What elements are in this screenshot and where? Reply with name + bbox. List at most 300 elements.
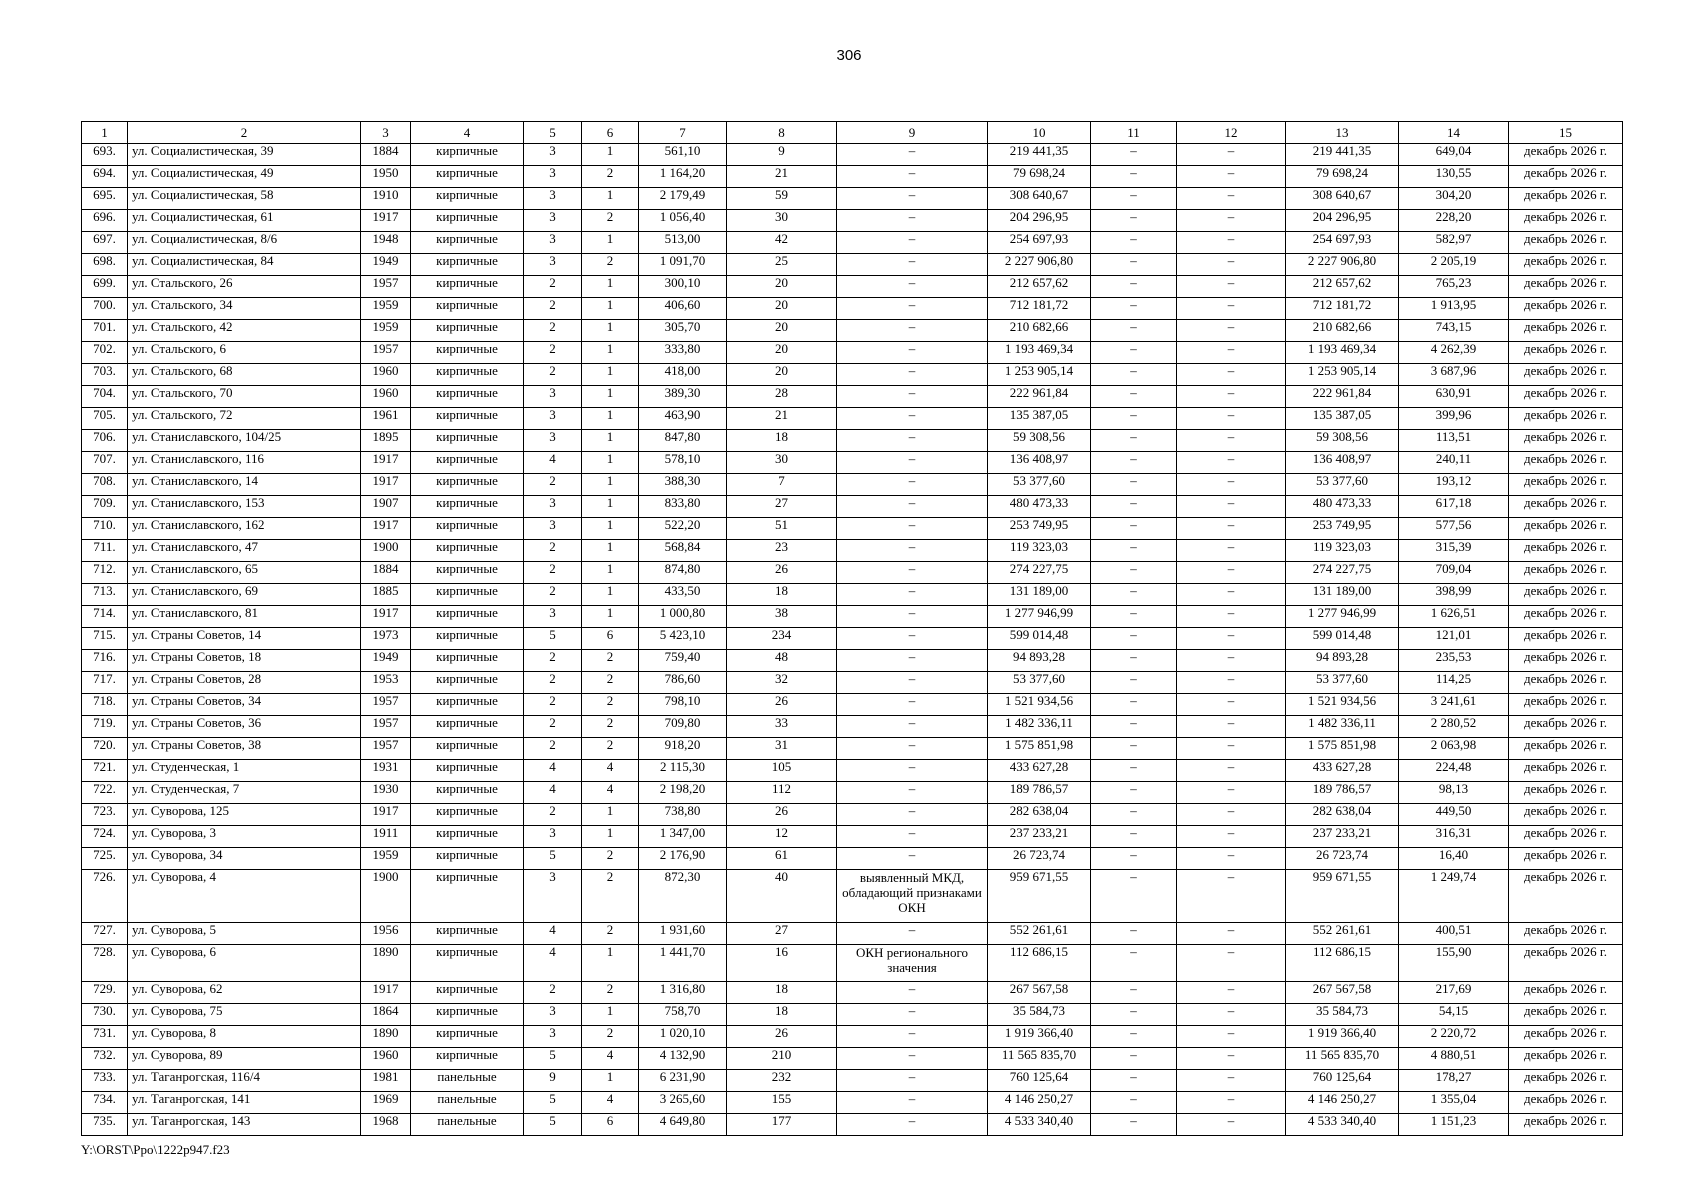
- table-row: [82, 650, 1623, 672]
- col-11-cell: –: [1091, 342, 1177, 364]
- total-area-cell: 872,30: [639, 870, 727, 923]
- wall-material-cell: кирпичные: [411, 848, 524, 870]
- entrances-cell: 4: [582, 782, 639, 804]
- heritage-status-cell: –: [837, 540, 988, 562]
- cost-13-cell: 1 193 469,34: [1286, 342, 1399, 364]
- cost-13-cell: 210 682,66: [1286, 320, 1399, 342]
- column-number-header: 14: [1399, 122, 1509, 144]
- entrances-cell: 4: [582, 1048, 639, 1070]
- col-12-cell: –: [1177, 945, 1286, 982]
- heritage-status-cell: –: [837, 232, 988, 254]
- row-number-cell: 701.: [82, 320, 128, 342]
- col-12-cell: –: [1177, 254, 1286, 276]
- wall-material-cell: кирпичные: [411, 210, 524, 232]
- col-11-cell: –: [1091, 452, 1177, 474]
- entrances-cell: 2: [582, 254, 639, 276]
- address-cell: ул. Станиславского, 104/25: [128, 430, 361, 452]
- year-built-cell: 1917: [361, 982, 411, 1004]
- completion-date-cell: декабрь 2026 г.: [1509, 923, 1623, 945]
- total-cost-cell: 1 919 366,40: [988, 1026, 1091, 1048]
- heritage-status-cell: –: [837, 342, 988, 364]
- cost-per-sqm-cell: 449,50: [1399, 804, 1509, 826]
- row-number-cell: 699.: [82, 276, 128, 298]
- total-cost-cell: 2 227 906,80: [988, 254, 1091, 276]
- year-built-cell: 1895: [361, 430, 411, 452]
- column-number-header: 15: [1509, 122, 1623, 144]
- cost-13-cell: 253 749,95: [1286, 518, 1399, 540]
- entrances-cell: 1: [582, 144, 639, 166]
- heritage-status-cell: –: [837, 606, 988, 628]
- col-12-cell: –: [1177, 982, 1286, 1004]
- completion-date-cell: декабрь 2026 г.: [1509, 650, 1623, 672]
- total-cost-cell: 308 640,67: [988, 188, 1091, 210]
- total-area-cell: 2 198,20: [639, 782, 727, 804]
- cost-per-sqm-cell: 743,15: [1399, 320, 1509, 342]
- floors-cell: 5: [524, 628, 582, 650]
- heritage-status-cell: –: [837, 298, 988, 320]
- col-12-cell: –: [1177, 606, 1286, 628]
- heritage-status-cell: –: [837, 694, 988, 716]
- floors-cell: 2: [524, 738, 582, 760]
- cost-per-sqm-cell: 577,56: [1399, 518, 1509, 540]
- entrances-cell: 1: [582, 320, 639, 342]
- heritage-status-cell: –: [837, 408, 988, 430]
- entrances-cell: 1: [582, 276, 639, 298]
- row-number-cell: 713.: [82, 584, 128, 606]
- col-12-cell: –: [1177, 923, 1286, 945]
- row-number-cell: 731.: [82, 1026, 128, 1048]
- cost-per-sqm-cell: 582,97: [1399, 232, 1509, 254]
- col-11-cell: –: [1091, 430, 1177, 452]
- cost-per-sqm-cell: 178,27: [1399, 1070, 1509, 1092]
- year-built-cell: 1910: [361, 188, 411, 210]
- col-11-cell: –: [1091, 298, 1177, 320]
- floors-cell: 3: [524, 232, 582, 254]
- col-12-cell: –: [1177, 782, 1286, 804]
- floors-cell: 2: [524, 474, 582, 496]
- address-cell: ул. Суворова, 34: [128, 848, 361, 870]
- floors-cell: 4: [524, 923, 582, 945]
- floors-cell: 2: [524, 694, 582, 716]
- row-number-cell: 703.: [82, 364, 128, 386]
- residents-cell: 61: [727, 848, 837, 870]
- total-cost-cell: 254 697,93: [988, 232, 1091, 254]
- wall-material-cell: кирпичные: [411, 232, 524, 254]
- total-cost-cell: 712 181,72: [988, 298, 1091, 320]
- entrances-cell: 1: [582, 540, 639, 562]
- year-built-cell: 1960: [361, 364, 411, 386]
- row-number-cell: 698.: [82, 254, 128, 276]
- heritage-status-cell: –: [837, 584, 988, 606]
- total-cost-cell: 189 786,57: [988, 782, 1091, 804]
- entrances-cell: 2: [582, 166, 639, 188]
- table-row: [82, 496, 1623, 518]
- completion-date-cell: декабрь 2026 г.: [1509, 188, 1623, 210]
- row-number-cell: 712.: [82, 562, 128, 584]
- col-12-cell: –: [1177, 870, 1286, 923]
- residents-cell: 177: [727, 1114, 837, 1136]
- entrances-cell: 2: [582, 1026, 639, 1048]
- row-number-cell: 708.: [82, 474, 128, 496]
- entrances-cell: 2: [582, 210, 639, 232]
- table-row: [82, 254, 1623, 276]
- residents-cell: 21: [727, 166, 837, 188]
- table-row: [82, 364, 1623, 386]
- cost-13-cell: 2 227 906,80: [1286, 254, 1399, 276]
- col-11-cell: –: [1091, 364, 1177, 386]
- floors-cell: 3: [524, 1004, 582, 1026]
- cost-13-cell: 26 723,74: [1286, 848, 1399, 870]
- completion-date-cell: декабрь 2026 г.: [1509, 982, 1623, 1004]
- heritage-status-cell: –: [837, 672, 988, 694]
- col-11-cell: –: [1091, 826, 1177, 848]
- completion-date-cell: декабрь 2026 г.: [1509, 848, 1623, 870]
- heritage-status-cell: –: [837, 628, 988, 650]
- cost-13-cell: 282 638,04: [1286, 804, 1399, 826]
- total-area-cell: 388,30: [639, 474, 727, 496]
- table-row: [82, 144, 1623, 166]
- table-row: [82, 672, 1623, 694]
- address-cell: ул. Страны Советов, 18: [128, 650, 361, 672]
- entrances-cell: 2: [582, 672, 639, 694]
- total-cost-cell: 212 657,62: [988, 276, 1091, 298]
- footer-file-path: Y:\ORST\Ppo\1222p947.f23: [81, 1142, 230, 1157]
- col-12-cell: –: [1177, 474, 1286, 496]
- heritage-status-cell: –: [837, 782, 988, 804]
- floors-cell: 3: [524, 166, 582, 188]
- wall-material-cell: кирпичные: [411, 628, 524, 650]
- col-12-cell: –: [1177, 804, 1286, 826]
- floors-cell: 9: [524, 1070, 582, 1092]
- total-cost-cell: 210 682,66: [988, 320, 1091, 342]
- col-11-cell: –: [1091, 1070, 1177, 1092]
- year-built-cell: 1917: [361, 452, 411, 474]
- completion-date-cell: декабрь 2026 г.: [1509, 254, 1623, 276]
- row-number-cell: 700.: [82, 298, 128, 320]
- address-cell: ул. Таганрогская, 141: [128, 1092, 361, 1114]
- total-cost-cell: 4 146 250,27: [988, 1092, 1091, 1114]
- row-number-cell: 695.: [82, 188, 128, 210]
- year-built-cell: 1957: [361, 716, 411, 738]
- col-12-cell: –: [1177, 628, 1286, 650]
- address-cell: ул. Социалистическая, 8/6: [128, 232, 361, 254]
- heritage-status-cell: –: [837, 562, 988, 584]
- cost-per-sqm-cell: 228,20: [1399, 210, 1509, 232]
- col-11-cell: –: [1091, 518, 1177, 540]
- cost-per-sqm-cell: 399,96: [1399, 408, 1509, 430]
- residents-cell: 48: [727, 650, 837, 672]
- cost-13-cell: 433 627,28: [1286, 760, 1399, 782]
- heritage-status-cell: –: [837, 1026, 988, 1048]
- completion-date-cell: декабрь 2026 г.: [1509, 870, 1623, 923]
- col-11-cell: –: [1091, 628, 1177, 650]
- year-built-cell: 1884: [361, 144, 411, 166]
- cost-13-cell: 254 697,93: [1286, 232, 1399, 254]
- address-cell: ул. Социалистическая, 61: [128, 210, 361, 232]
- residents-cell: 32: [727, 672, 837, 694]
- total-area-cell: 433,50: [639, 584, 727, 606]
- residents-cell: 30: [727, 210, 837, 232]
- cost-13-cell: 79 698,24: [1286, 166, 1399, 188]
- wall-material-cell: кирпичные: [411, 945, 524, 982]
- heritage-status-cell: –: [837, 474, 988, 496]
- total-area-cell: 463,90: [639, 408, 727, 430]
- row-number-cell: 714.: [82, 606, 128, 628]
- wall-material-cell: кирпичные: [411, 364, 524, 386]
- table-row: [82, 408, 1623, 430]
- heritage-status-cell: –: [837, 386, 988, 408]
- row-number-cell: 716.: [82, 650, 128, 672]
- residents-cell: 42: [727, 232, 837, 254]
- wall-material-cell: кирпичные: [411, 870, 524, 923]
- wall-material-cell: кирпичные: [411, 804, 524, 826]
- total-area-cell: 6 231,90: [639, 1070, 727, 1092]
- wall-material-cell: кирпичные: [411, 452, 524, 474]
- cost-13-cell: 760 125,64: [1286, 1070, 1399, 1092]
- address-cell: ул. Стальского, 68: [128, 364, 361, 386]
- year-built-cell: 1917: [361, 210, 411, 232]
- col-12-cell: –: [1177, 364, 1286, 386]
- year-built-cell: 1973: [361, 628, 411, 650]
- total-area-cell: 798,10: [639, 694, 727, 716]
- completion-date-cell: декабрь 2026 г.: [1509, 628, 1623, 650]
- table-row: [82, 166, 1623, 188]
- col-12-cell: –: [1177, 584, 1286, 606]
- total-cost-cell: 959 671,55: [988, 870, 1091, 923]
- col-12-cell: –: [1177, 738, 1286, 760]
- col-11-cell: –: [1091, 923, 1177, 945]
- table-row: [82, 782, 1623, 804]
- heritage-status-cell: –: [837, 1004, 988, 1026]
- completion-date-cell: декабрь 2026 г.: [1509, 672, 1623, 694]
- col-11-cell: –: [1091, 716, 1177, 738]
- year-built-cell: 1953: [361, 672, 411, 694]
- total-area-cell: 1 316,80: [639, 982, 727, 1004]
- total-area-cell: 305,70: [639, 320, 727, 342]
- col-12-cell: –: [1177, 386, 1286, 408]
- completion-date-cell: декабрь 2026 г.: [1509, 232, 1623, 254]
- heritage-status-cell: –: [837, 1092, 988, 1114]
- address-cell: ул. Суворова, 6: [128, 945, 361, 982]
- heritage-status-cell: –: [837, 364, 988, 386]
- cost-per-sqm-cell: 155,90: [1399, 945, 1509, 982]
- year-built-cell: 1959: [361, 320, 411, 342]
- col-12-cell: –: [1177, 342, 1286, 364]
- address-cell: ул. Станиславского, 65: [128, 562, 361, 584]
- cost-13-cell: 1 277 946,99: [1286, 606, 1399, 628]
- cost-per-sqm-cell: 617,18: [1399, 496, 1509, 518]
- col-12-cell: –: [1177, 144, 1286, 166]
- completion-date-cell: декабрь 2026 г.: [1509, 430, 1623, 452]
- completion-date-cell: декабрь 2026 г.: [1509, 1114, 1623, 1136]
- cost-13-cell: 204 296,95: [1286, 210, 1399, 232]
- entrances-cell: 1: [582, 1004, 639, 1026]
- heritage-status-cell: –: [837, 320, 988, 342]
- address-cell: ул. Станиславского, 47: [128, 540, 361, 562]
- cost-per-sqm-cell: 400,51: [1399, 923, 1509, 945]
- col-12-cell: –: [1177, 452, 1286, 474]
- floors-cell: 4: [524, 760, 582, 782]
- column-number-header: 5: [524, 122, 582, 144]
- table-row: [82, 606, 1623, 628]
- year-built-cell: 1957: [361, 276, 411, 298]
- cost-13-cell: 135 387,05: [1286, 408, 1399, 430]
- floors-cell: 4: [524, 452, 582, 474]
- total-cost-cell: 35 584,73: [988, 1004, 1091, 1026]
- floors-cell: 3: [524, 496, 582, 518]
- table-row: [82, 826, 1623, 848]
- entrances-cell: 1: [582, 518, 639, 540]
- floors-cell: 3: [524, 144, 582, 166]
- entrances-cell: 2: [582, 870, 639, 923]
- floors-cell: 3: [524, 210, 582, 232]
- total-area-cell: 3 265,60: [639, 1092, 727, 1114]
- col-11-cell: –: [1091, 144, 1177, 166]
- year-built-cell: 1917: [361, 606, 411, 628]
- heritage-status-cell: –: [837, 738, 988, 760]
- cost-per-sqm-cell: 1 151,23: [1399, 1114, 1509, 1136]
- floors-cell: 2: [524, 804, 582, 826]
- row-number-cell: 697.: [82, 232, 128, 254]
- col-11-cell: –: [1091, 945, 1177, 982]
- total-area-cell: 418,00: [639, 364, 727, 386]
- total-cost-cell: 4 533 340,40: [988, 1114, 1091, 1136]
- wall-material-cell: кирпичные: [411, 923, 524, 945]
- col-11-cell: –: [1091, 408, 1177, 430]
- table-row: [82, 1048, 1623, 1070]
- entrances-cell: 2: [582, 694, 639, 716]
- floors-cell: 2: [524, 540, 582, 562]
- heritage-status-cell: –: [837, 848, 988, 870]
- total-cost-cell: 222 961,84: [988, 386, 1091, 408]
- table-row: [82, 870, 1623, 923]
- cost-per-sqm-cell: 315,39: [1399, 540, 1509, 562]
- cost-13-cell: 189 786,57: [1286, 782, 1399, 804]
- address-cell: ул. Суворова, 125: [128, 804, 361, 826]
- address-cell: ул. Страны Советов, 28: [128, 672, 361, 694]
- col-12-cell: –: [1177, 1092, 1286, 1114]
- col-12-cell: –: [1177, 518, 1286, 540]
- entrances-cell: 1: [582, 298, 639, 320]
- total-area-cell: 1 164,20: [639, 166, 727, 188]
- cost-13-cell: 1 575 851,98: [1286, 738, 1399, 760]
- entrances-cell: 1: [582, 408, 639, 430]
- page-number: 306: [836, 47, 862, 64]
- residents-cell: 25: [727, 254, 837, 276]
- total-area-cell: 2 176,90: [639, 848, 727, 870]
- row-number-cell: 720.: [82, 738, 128, 760]
- total-cost-cell: 53 377,60: [988, 474, 1091, 496]
- table-row: [82, 923, 1623, 945]
- col-12-cell: –: [1177, 1048, 1286, 1070]
- heritage-status-cell: –: [837, 188, 988, 210]
- total-area-cell: 2 115,30: [639, 760, 727, 782]
- year-built-cell: 1890: [361, 1026, 411, 1048]
- total-area-cell: 333,80: [639, 342, 727, 364]
- cost-per-sqm-cell: 16,40: [1399, 848, 1509, 870]
- floors-cell: 3: [524, 606, 582, 628]
- total-cost-cell: 1 575 851,98: [988, 738, 1091, 760]
- wall-material-cell: кирпичные: [411, 716, 524, 738]
- cost-per-sqm-cell: 1 355,04: [1399, 1092, 1509, 1114]
- address-cell: ул. Студенческая, 1: [128, 760, 361, 782]
- cost-per-sqm-cell: 304,20: [1399, 188, 1509, 210]
- completion-date-cell: декабрь 2026 г.: [1509, 694, 1623, 716]
- residents-cell: 21: [727, 408, 837, 430]
- floors-cell: 2: [524, 276, 582, 298]
- residents-cell: 26: [727, 562, 837, 584]
- cost-per-sqm-cell: 1 913,95: [1399, 298, 1509, 320]
- col-11-cell: –: [1091, 584, 1177, 606]
- wall-material-cell: кирпичные: [411, 276, 524, 298]
- floors-cell: 2: [524, 716, 582, 738]
- column-number-header: 9: [837, 122, 988, 144]
- row-number-cell: 729.: [82, 982, 128, 1004]
- residents-cell: 18: [727, 584, 837, 606]
- completion-date-cell: декабрь 2026 г.: [1509, 386, 1623, 408]
- completion-date-cell: декабрь 2026 г.: [1509, 1004, 1623, 1026]
- address-cell: ул. Социалистическая, 39: [128, 144, 361, 166]
- total-cost-cell: 79 698,24: [988, 166, 1091, 188]
- entrances-cell: 1: [582, 606, 639, 628]
- entrances-cell: 1: [582, 232, 639, 254]
- completion-date-cell: декабрь 2026 г.: [1509, 364, 1623, 386]
- total-cost-cell: 760 125,64: [988, 1070, 1091, 1092]
- row-number-cell: 719.: [82, 716, 128, 738]
- table-row: [82, 584, 1623, 606]
- total-area-cell: 759,40: [639, 650, 727, 672]
- cost-13-cell: 119 323,03: [1286, 540, 1399, 562]
- total-area-cell: 1 056,40: [639, 210, 727, 232]
- heritage-status-cell: –: [837, 804, 988, 826]
- floors-cell: 3: [524, 430, 582, 452]
- floors-cell: 4: [524, 782, 582, 804]
- completion-date-cell: декабрь 2026 г.: [1509, 1048, 1623, 1070]
- table-row: [82, 430, 1623, 452]
- address-cell: ул. Станиславского, 116: [128, 452, 361, 474]
- total-area-cell: 1 000,80: [639, 606, 727, 628]
- table-row: [82, 188, 1623, 210]
- total-area-cell: 5 423,10: [639, 628, 727, 650]
- address-cell: ул. Суворова, 4: [128, 870, 361, 923]
- residents-cell: 12: [727, 826, 837, 848]
- heritage-status-cell: –: [837, 716, 988, 738]
- floors-cell: 2: [524, 982, 582, 1004]
- floors-cell: 3: [524, 188, 582, 210]
- completion-date-cell: декабрь 2026 г.: [1509, 826, 1623, 848]
- cost-per-sqm-cell: 113,51: [1399, 430, 1509, 452]
- cost-13-cell: 274 227,75: [1286, 562, 1399, 584]
- residents-cell: 27: [727, 923, 837, 945]
- table-row: [82, 760, 1623, 782]
- floors-cell: 3: [524, 1026, 582, 1048]
- entrances-cell: 2: [582, 716, 639, 738]
- completion-date-cell: декабрь 2026 г.: [1509, 1026, 1623, 1048]
- table-row: [82, 386, 1623, 408]
- table-row: [82, 276, 1623, 298]
- col-11-cell: –: [1091, 782, 1177, 804]
- year-built-cell: 1949: [361, 650, 411, 672]
- heritage-status-cell: –: [837, 826, 988, 848]
- column-number-header: 2: [128, 122, 361, 144]
- address-cell: ул. Стальского, 34: [128, 298, 361, 320]
- col-11-cell: –: [1091, 386, 1177, 408]
- wall-material-cell: кирпичные: [411, 518, 524, 540]
- table-row: [82, 562, 1623, 584]
- table-row: [82, 320, 1623, 342]
- cost-per-sqm-cell: 630,91: [1399, 386, 1509, 408]
- residents-cell: 18: [727, 982, 837, 1004]
